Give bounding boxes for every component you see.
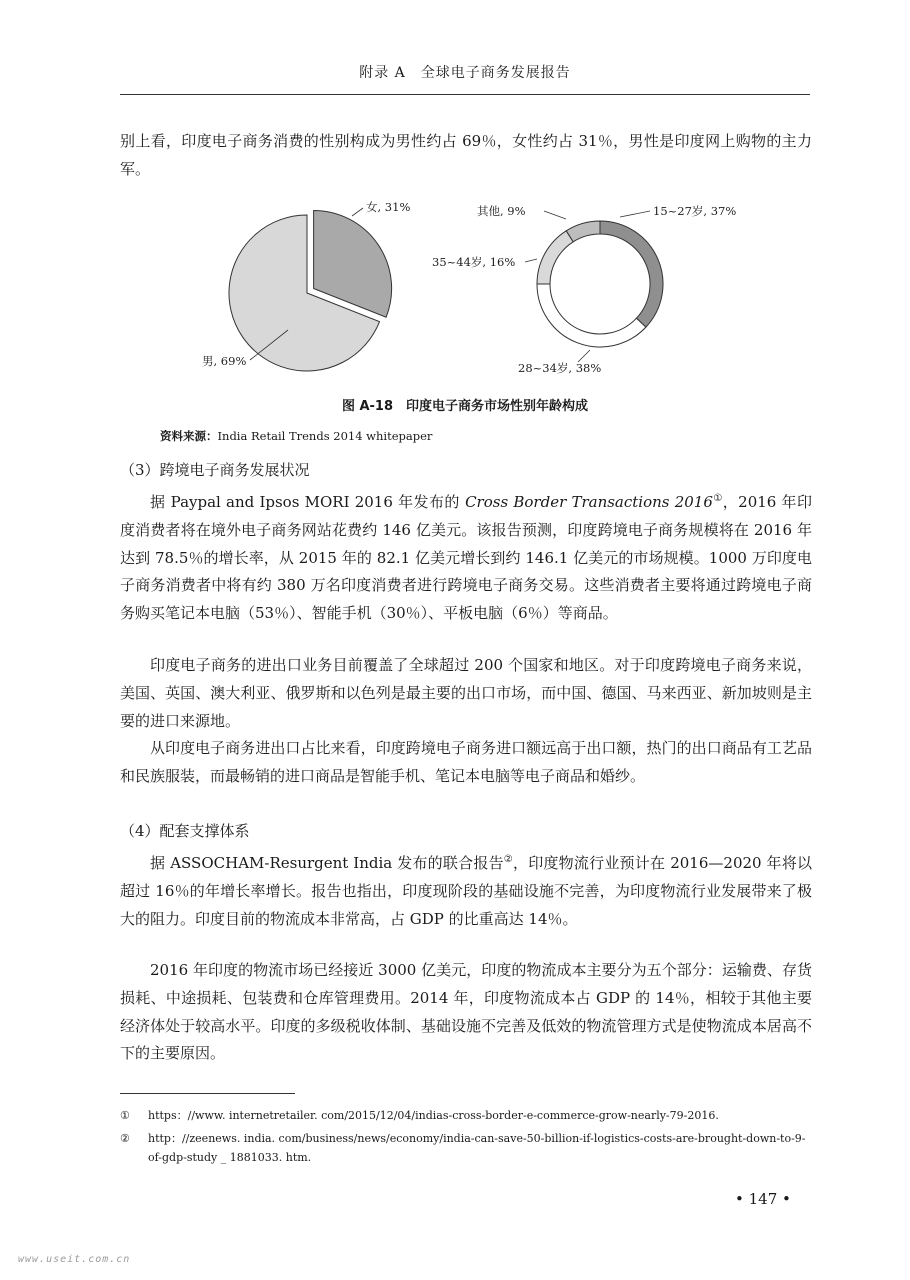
source-label: 资料来源：	[160, 429, 218, 443]
watermark: www.useit.com.cn	[18, 1254, 131, 1265]
footnote-ref-2[interactable]: ②	[503, 854, 513, 865]
running-header: 附录 A 全球电子商务发展报告	[359, 65, 571, 81]
footnote-text: https：//www. internetretailer. com/2015/12/04/indias-cross-border-e-commerce-grow-nearly-79-2016.	[148, 1109, 719, 1122]
s3p1-post: ，2016 年印度消费者将在境外电子商务网站花费约 146 亿美元。该报告预测，印度跨境电子商务规模将在 2016 年达到 78.5％的增长率，从 2015 年的 82.1 亿美元增长到约 146.1 亿美元的市场规模。1000 万印度电子商务消费者中将有约 380 万名印度消费者进行跨境电子商务交易。这些消费者主要将通过跨境电子商务购买笔记本电脑（53％）、智能手机（30％）、平板电脑（6％）等商品。	[120, 493, 813, 623]
intro-paragraph: 别上看，印度电子商务消费的性别构成为男性约占 69％，女性约占 31％，男性是印度网上购物的主力军。	[120, 132, 812, 178]
leader-line-female	[352, 208, 363, 216]
s4p1-post: ，印度物流行业预计在 2016—2020 年将以超过 16％的年增长率增长。报告也指出，印度现阶段的基础设施不完善，为印度物流行业发展带来了极大的阻力。印度目前的物流成本非常高，占 GDP 的比重高达 14％。	[120, 854, 813, 928]
footnote-number: ①	[120, 1109, 130, 1122]
header-rule	[120, 94, 810, 95]
section4-heading: （4）配套支撑体系	[120, 822, 250, 840]
gender-pie-chart	[229, 211, 392, 372]
footnote-number: ②	[120, 1132, 130, 1145]
s3p1-pre: 据 Paypal and Ipsos MORI 2016 年发布的	[150, 493, 466, 511]
figure-source	[160, 428, 432, 444]
footnote-text: http：//zeenews. india. com/business/news/economy/india-can-save-50-billion-if-logistics-costs-are-brought-down-to-9-of-gdp-study _ 1881033. htm.	[148, 1132, 806, 1164]
donut-slice-3	[566, 221, 600, 242]
donut-label-other: 其他, 9%	[477, 204, 526, 218]
section4-paragraph-2: 2016 年印度的物流市场已经接近 3000 亿美元，印度的物流成本主要分为五个部分：运输费、存货损耗、中途损耗、包装费和仓库管理费用。2014 年，印度物流成本占 GDP 的 14％，相较于其他主要经济体处于较高水平。印度的多级税收体制、基础设施不完善及低效的物流管理方式是使物流成本居高不下的主要原因。	[120, 961, 812, 1063]
report-title: Cross Border Transactions 2016	[465, 493, 713, 511]
donut-slice-1	[537, 284, 646, 347]
pie-label-female: 女, 31%	[366, 200, 411, 214]
leader-line-other	[544, 211, 566, 219]
section3-paragraph-1	[120, 485, 812, 628]
footnote-rule	[120, 1093, 295, 1094]
s4p1-pre: 据 ASSOCHAM-Resurgent India 发布的联合报告	[150, 854, 504, 872]
donut-label-28-34: 28~34岁, 38%	[518, 361, 602, 375]
donut-label-15-27: 15~27岁, 37%	[653, 204, 737, 218]
footnote-1	[120, 1106, 810, 1125]
figure-charts	[120, 196, 810, 392]
pie-label-male: 男, 69%	[202, 354, 247, 368]
section3-paragraph-3: 从印度电子商务进出口占比来看，印度跨境电子商务进口额远高于出口额，热门的出口商品有工艺品和民族服装，而最畅销的进口商品是智能手机、笔记本电脑等电子商品和婚纱。	[120, 739, 812, 785]
page-number: • 147 •	[735, 1190, 791, 1208]
source-text: India Retail Trends 2014 whitepaper	[217, 429, 433, 443]
age-donut-chart	[537, 221, 663, 347]
donut-label-35-44: 35~44岁, 16%	[432, 255, 516, 269]
section3-paragraph-2: 印度电子商务的进出口业务目前覆盖了全球超过 200 个国家和地区。对于印度跨境电子商务来说，美国、英国、澳大利亚、俄罗斯和以色列是最主要的出口市场，而中国、德国、马来西亚、新加坡则是主要的进口来源地。	[120, 656, 812, 730]
leader-line-35-44	[525, 259, 537, 262]
section3-heading: （3）跨境电子商务发展状况	[120, 461, 310, 479]
donut-slice-0	[600, 221, 663, 327]
section4-paragraph-1	[120, 846, 812, 933]
donut-slice-2	[537, 231, 573, 284]
charts-svg	[120, 196, 810, 392]
footnote-ref-1[interactable]: ①	[712, 493, 723, 504]
leader-line-15-27	[620, 211, 650, 217]
footnote-2	[120, 1129, 810, 1167]
figure-caption: 图 A-18 印度电子商务市场性别年龄构成	[341, 399, 589, 414]
